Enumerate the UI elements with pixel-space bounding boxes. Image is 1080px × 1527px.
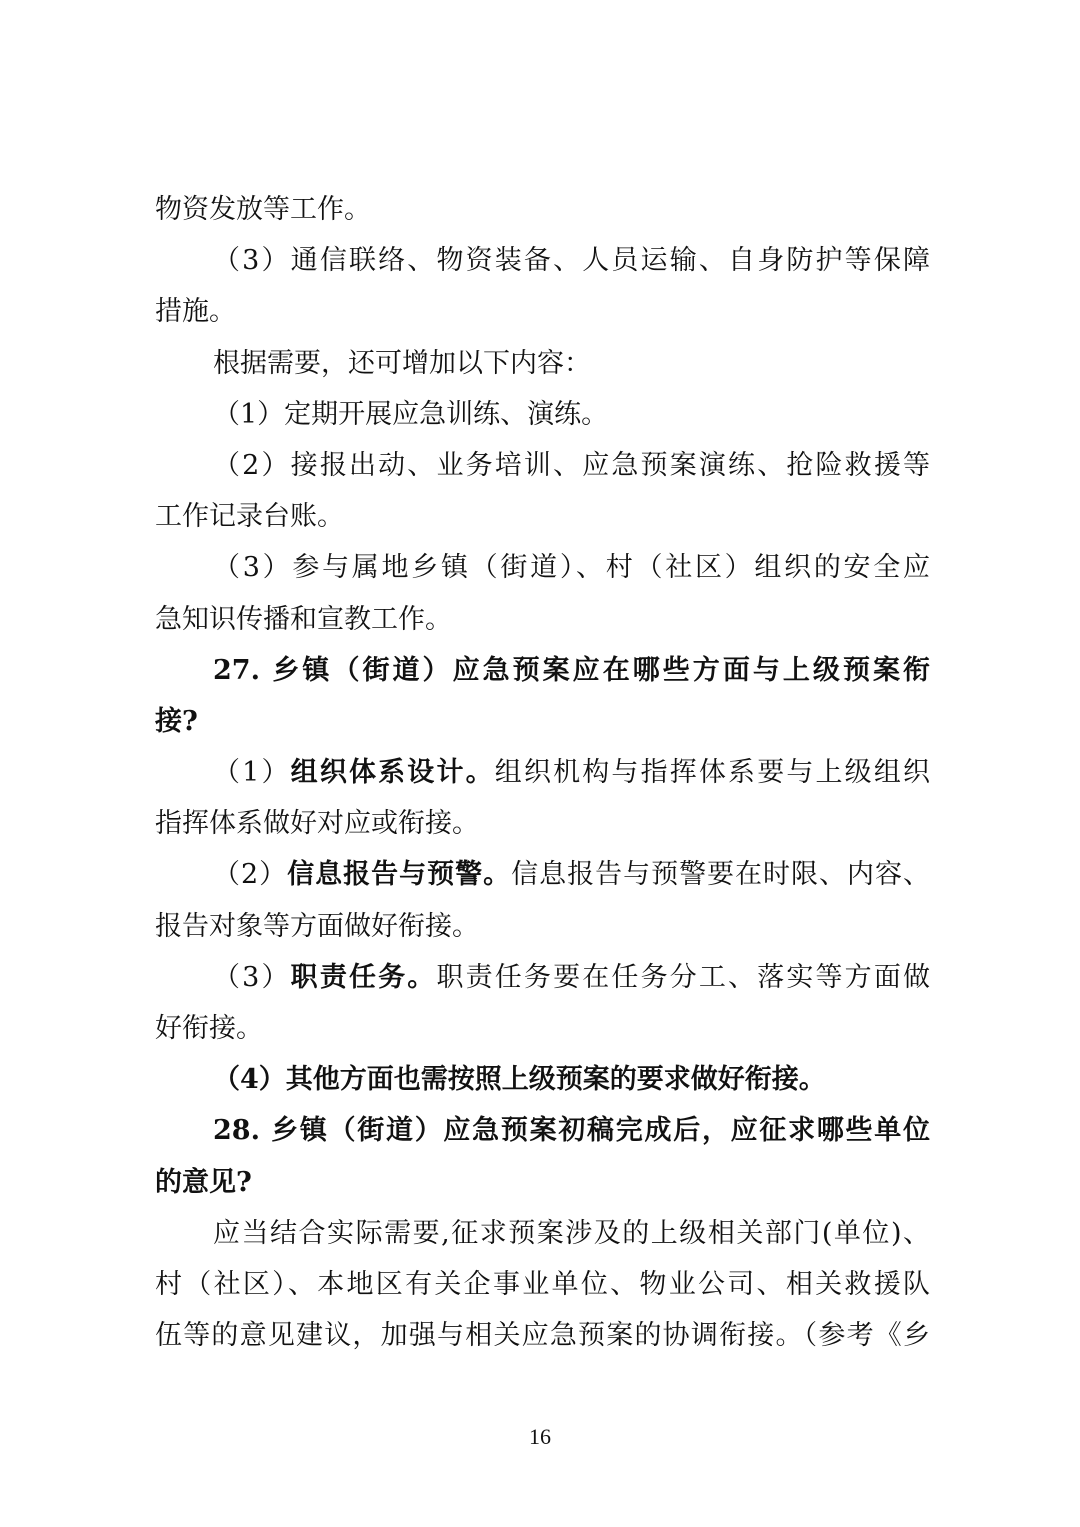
- text-line: （3）通信联络、物资装备、人员运输、自身防护等保障: [213, 245, 930, 277]
- item-prefix: （2）: [213, 859, 288, 891]
- text-line: （4）其他方面也需按照上级预案的要求做好衔接。: [213, 1064, 826, 1096]
- question-heading: 28. 乡镇（街道）应急预案初稿完成后，应征求哪些单位: [213, 1115, 930, 1147]
- text-line: 急知识传播和宣教工作。: [155, 603, 452, 635]
- item-keyword: 信息报告与预警。: [287, 859, 512, 891]
- text-line: 报告对象等方面做好衔接。: [155, 910, 479, 942]
- text-line: 措施。: [155, 296, 236, 328]
- item-keyword: 组织体系设计。: [290, 757, 495, 789]
- page-body: [155, 184, 930, 1361]
- text-line: 伍等的意见建议，加强与相关应急预案的协调衔接。（参考《乡: [155, 1320, 930, 1352]
- item-prefix: （3）: [213, 961, 291, 993]
- question-heading: 接?: [155, 705, 198, 737]
- text-line: （3）参与属地乡镇（街道）、村（社区）组织的安全应: [213, 552, 930, 584]
- text-line: [155, 849, 930, 900]
- text-line: （1）定期开展应急训练、演练。: [213, 398, 609, 430]
- item-text: 组织机构与指挥体系要与上级组织: [494, 757, 931, 789]
- text-line: 好衔接。: [155, 1013, 263, 1044]
- text-line: 物资发放等工作。: [155, 194, 371, 225]
- text-line: 工作记录台账。: [155, 501, 344, 533]
- text-line: （2）接报出动、业务培训、应急预案演练、抢险救援等: [213, 449, 930, 481]
- question-heading: 27. 乡镇（街道）应急预案应在哪些方面与上级预案衔: [213, 654, 930, 686]
- item-keyword: 职责任务。: [290, 961, 437, 993]
- text-line: [155, 952, 930, 1003]
- item-prefix: （1）: [213, 757, 291, 789]
- question-heading: 的意见?: [155, 1166, 252, 1198]
- text-line: 应当结合实际需要,征求预案涉及的上级相关部门(单位)、: [213, 1217, 930, 1249]
- item-text: 信息报告与预警要在时限、内容、: [511, 859, 931, 891]
- text-line: 根据需要，还可增加以下内容：: [213, 347, 591, 379]
- text-line: 村（社区）、本地区有关企事业单位、物业公司、相关救援队: [155, 1268, 930, 1300]
- text-line: 指挥体系做好对应或衔接。: [155, 808, 479, 840]
- page-number: 16: [529, 1424, 551, 1449]
- text-line: [155, 747, 930, 798]
- item-text: 职责任务要在任务分工、落实等方面做: [436, 961, 930, 993]
